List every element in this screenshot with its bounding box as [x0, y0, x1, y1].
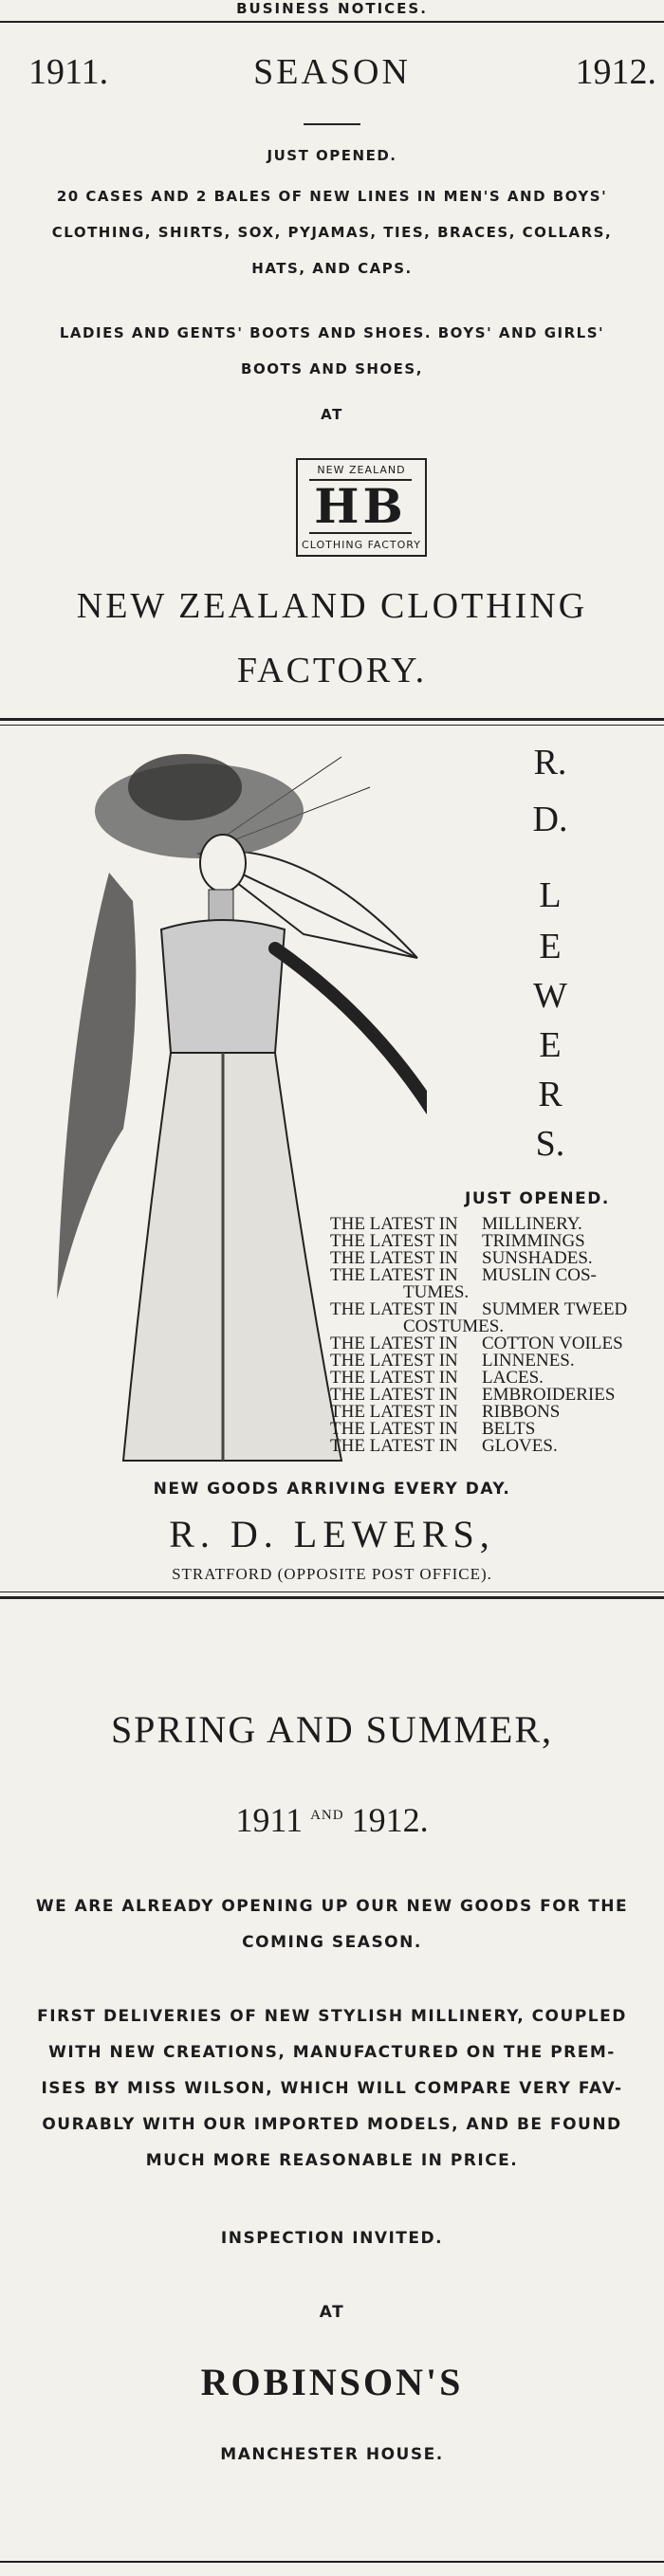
latest-item-label: THE LATEST IN: [330, 1351, 458, 1371]
vertical-letter-4: E: [539, 927, 562, 966]
latest-item-label: THE LATEST IN: [330, 1385, 458, 1405]
latest-item-label: THE LATEST IN: [330, 1265, 458, 1285]
robinsons-name: ROBINSON'S: [200, 2361, 464, 2403]
latest-item-label: THE LATEST IN: [330, 1436, 458, 1456]
para2-line-4: OURABLY WITH OUR IMPORTED MODELS, AND BE FOUND: [42, 2115, 622, 2134]
vertical-letter-8: S.: [535, 1124, 565, 1164]
short-divider: [304, 123, 360, 125]
hb-logo: [296, 458, 427, 557]
ad1-line-2: CLOTHING, SHIRTS, SOX, PYJAMAS, TIES, BRACES, COLLARS,: [51, 224, 613, 241]
year-1911: 1911: [235, 1801, 304, 1839]
new-goods-line: NEW GOODS ARRIVING EVERY DAY.: [153, 1480, 511, 1499]
para1-line-1: WE ARE ALREADY OPENING UP OUR NEW GOODS FOR THE: [35, 1897, 629, 1916]
logo-top-text: NEW ZEALAND: [317, 464, 406, 476]
lewers-just-opened: JUST OPENED.: [465, 1189, 610, 1208]
year-right: 1912.: [575, 52, 656, 92]
para1-line-2: COMING SEASON.: [242, 1933, 422, 1952]
boots-line-2: BOOTS AND SHOES,: [241, 360, 423, 377]
latest-item-value: EMBROIDERIES: [482, 1385, 616, 1405]
para2-line-2: WITH NEW CREATIONS, MANUFACTURED ON THE PREM-: [48, 2043, 616, 2062]
para2-line-5: MUCH MORE REASONABLE IN PRICE.: [145, 2151, 519, 2170]
years-line: [0, 1800, 664, 1840]
at-label: AT: [321, 406, 343, 423]
latest-item-value: SUNSHADES.: [482, 1248, 593, 1268]
latest-item-value: RIBBONS: [482, 1402, 561, 1422]
latest-item-value: TUMES.: [403, 1282, 470, 1302]
latest-item-label: THE LATEST IN: [330, 1402, 458, 1422]
vertical-letter-7: R: [538, 1075, 563, 1114]
vertical-letter-2: D.: [532, 800, 568, 839]
para2-line-1: FIRST DELIVERIES OF NEW STYLISH MILLINERY, COUPLED: [37, 2007, 627, 2026]
year-1912: 1912.: [351, 1801, 429, 1839]
latest-item-value: MILLINERY.: [482, 1214, 582, 1234]
manchester-house: MANCHESTER HOUSE.: [220, 2445, 444, 2464]
para2-line-3: ISES BY MISS WILSON, WHICH WILL COMPARE VERY FAV-: [41, 2079, 623, 2098]
vertical-letter-3: L: [539, 875, 562, 915]
vertical-letter-5: W: [533, 976, 567, 1016]
and-superscript: AND: [310, 1808, 344, 1823]
latest-item-label: THE LATEST IN: [330, 1368, 458, 1388]
latest-item-label: THE LATEST IN: [330, 1231, 458, 1251]
bottom-rule: [0, 2561, 664, 2563]
latest-item-value: GLOVES.: [482, 1436, 558, 1456]
boots-line-1: LADIES AND GENTS' BOOTS AND SHOES. BOYS' AND GIRLS': [59, 324, 605, 341]
latest-item-label: THE LATEST IN: [330, 1214, 458, 1234]
latest-item-label: THE LATEST IN: [330, 1334, 458, 1353]
year-left: 1911.: [28, 52, 109, 92]
latest-item-value: COSTUMES.: [403, 1316, 505, 1336]
latest-item-value: LACES.: [482, 1368, 544, 1388]
latest-item-label: THE LATEST IN: [330, 1248, 458, 1268]
spring-summer-title: SPRING AND SUMMER,: [110, 1708, 554, 1751]
lewers-address: STRATFORD (OPPOSITE POST OFFICE).: [172, 1565, 492, 1583]
ad1-line-1: 20 CASES AND 2 BALES OF NEW LINES IN MEN'S AND BOYS': [56, 188, 608, 205]
lewers-name: R. D. LEWERS,: [169, 1513, 495, 1555]
section-header: BUSINESS NOTICES.: [236, 0, 428, 17]
latest-item-label: THE LATEST IN: [330, 1419, 458, 1439]
ad1-line-3: HATS, AND CAPS.: [251, 260, 413, 277]
latest-item-value: COTTON VOILES: [482, 1334, 623, 1353]
vertical-letter-1: R.: [533, 743, 567, 782]
logo-monogram: HB: [309, 479, 412, 534]
factory-title-2: FACTORY.: [236, 651, 428, 690]
header-rule: [0, 21, 664, 23]
just-opened: JUST OPENED.: [267, 147, 397, 164]
factory-title-1: NEW ZEALAND CLOTHING: [76, 586, 588, 626]
vertical-letter-6: E: [539, 1025, 562, 1065]
latest-item-value: LINNENES.: [482, 1351, 575, 1371]
logo-bottom-text: CLOTHING FACTORY: [302, 539, 421, 551]
latest-item-value: BELTS: [482, 1419, 536, 1439]
section-rule-1: [0, 718, 664, 721]
season-title: SEASON: [253, 52, 411, 92]
latest-item-label: THE LATEST IN: [330, 1299, 458, 1319]
section-rule-2: [0, 1596, 664, 1599]
ad3-at-label: AT: [319, 2303, 345, 2322]
latest-item-value: SUMMER TWEED: [482, 1299, 628, 1319]
latest-item-value: MUSLIN COS-: [482, 1265, 597, 1285]
inspection-invited: INSPECTION INVITED.: [220, 2229, 444, 2248]
latest-item-value: TRIMMINGS: [482, 1231, 585, 1251]
section-rule-1b: [0, 725, 664, 726]
